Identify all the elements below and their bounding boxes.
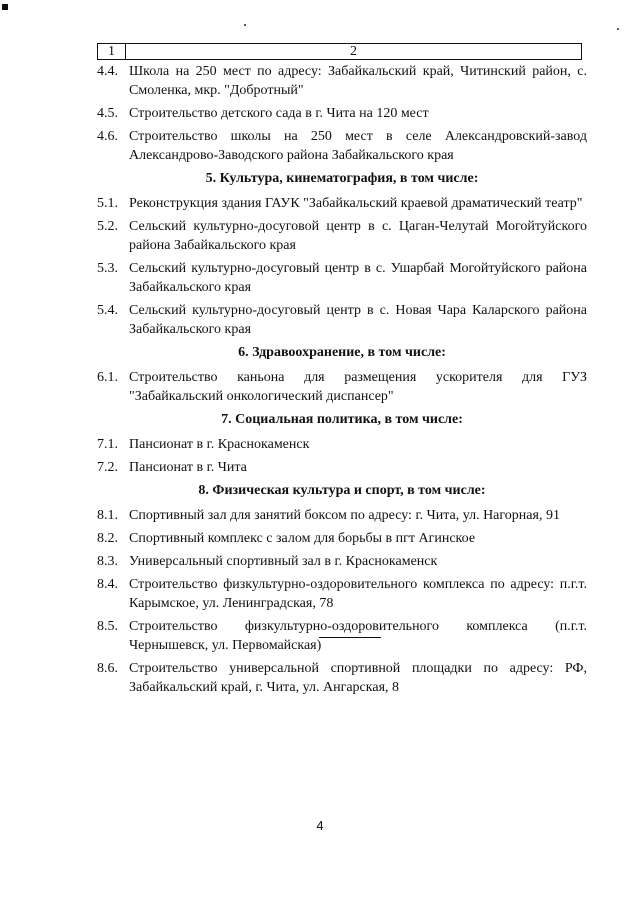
item-text: Школа на 250 мест по адресу: Забайкальский край, Читинский район, с. Смоленка, мкр. "Добротный" bbox=[129, 64, 587, 98]
section-heading: 8. Физическая культура и спорт, в том числе: bbox=[198, 483, 486, 498]
item-text: Строительство физкультурно-оздоровительного комплекса (п.г.т. Чернышевск, ул. Первомайская) bbox=[129, 619, 587, 653]
column-header-2: 2 bbox=[126, 44, 582, 60]
item-number: 6.1. bbox=[97, 370, 118, 385]
scan-speck bbox=[617, 28, 619, 30]
item-number: 5.2. bbox=[97, 219, 118, 234]
item-number: 8.2. bbox=[97, 531, 118, 546]
end-rule bbox=[319, 637, 381, 638]
list-item bbox=[97, 368, 587, 406]
item-number: 5.3. bbox=[97, 261, 118, 276]
scan-speck bbox=[244, 24, 246, 26]
item-number: 8.6. bbox=[97, 661, 118, 676]
column-header-1: 1 bbox=[98, 44, 126, 60]
item-number: 8.5. bbox=[97, 619, 118, 634]
list-item bbox=[97, 194, 587, 213]
list-item bbox=[97, 506, 587, 525]
item-text: Строительство детского сада в г. Чита на 120 мест bbox=[129, 106, 429, 121]
item-number: 7.1. bbox=[97, 437, 118, 452]
item-text: Реконструкция здания ГАУК "Забайкальский краевой драматический театр" bbox=[129, 196, 583, 211]
list-item bbox=[97, 127, 587, 165]
list-item bbox=[97, 301, 587, 339]
document-body bbox=[97, 62, 587, 701]
item-number: 4.5. bbox=[97, 106, 118, 121]
item-text: Сельский культурно-досуговый центр в с. Ушарбай Могойтуйского района Забайкальского края bbox=[129, 261, 587, 295]
item-text: Строительство каньона для размещения ускорителя для ГУЗ "Забайкальский онкологический диспансер" bbox=[129, 370, 587, 404]
item-number: 4.4. bbox=[97, 64, 118, 79]
item-number: 5.1. bbox=[97, 196, 118, 211]
scan-corner-mark bbox=[2, 4, 8, 10]
list-item bbox=[97, 659, 587, 697]
item-text: Сельский культурно-досуговый центр в с. Новая Чара Каларского района Забайкальского края bbox=[129, 303, 587, 337]
item-number: 8.3. bbox=[97, 554, 118, 569]
list-item bbox=[97, 552, 587, 571]
item-text: Строительство универсальной спортивной площадки по адресу: РФ, Забайкальский край, г. Чита, ул. Ангарская, 8 bbox=[129, 661, 587, 695]
item-text: Сельский культурно-досуговой центр в с. Цаган-Челутай Могойтуйского района Забайкальского края bbox=[129, 219, 587, 253]
list-item bbox=[97, 104, 587, 123]
list-item bbox=[97, 259, 587, 297]
list-item bbox=[97, 617, 587, 655]
item-text: Строительство школы на 250 мест в селе Александровский-завод Александрово-Заводского района Забайкальского края bbox=[129, 129, 587, 163]
item-number: 7.2. bbox=[97, 460, 118, 475]
column-header-table bbox=[97, 43, 582, 60]
section-heading: 5. Культура, кинематография, в том числе: bbox=[205, 171, 479, 186]
list-item bbox=[97, 575, 587, 613]
item-number: 8.4. bbox=[97, 577, 118, 592]
page-number: 4 bbox=[316, 818, 324, 833]
item-text: Спортивный зал для занятий боксом по адресу: г. Чита, ул. Нагорная, 91 bbox=[129, 508, 560, 523]
section-heading: 7. Социальная политика, в том числе: bbox=[221, 412, 463, 427]
section-heading: 6. Здравоохранение, в том числе: bbox=[238, 345, 446, 360]
item-number: 8.1. bbox=[97, 508, 118, 523]
item-text: Спортивный комплекс с залом для борьбы в пгт Агинское bbox=[129, 531, 476, 546]
item-number: 4.6. bbox=[97, 129, 118, 144]
item-number: 5.4. bbox=[97, 303, 118, 318]
list-item bbox=[97, 62, 587, 100]
item-text: Универсальный спортивный зал в г. Краснокаменск bbox=[129, 554, 438, 569]
item-text: Пансионат в г. Краснокаменск bbox=[129, 437, 310, 452]
item-text: Строительство физкультурно-оздоровительного комплекса по адресу: п.г.т. Карымское, ул. Ленинградская, 78 bbox=[129, 577, 587, 611]
list-item bbox=[97, 217, 587, 255]
list-item bbox=[97, 529, 587, 548]
list-item bbox=[97, 458, 587, 477]
item-text: Пансионат в г. Чита bbox=[129, 460, 247, 475]
list-item bbox=[97, 435, 587, 454]
